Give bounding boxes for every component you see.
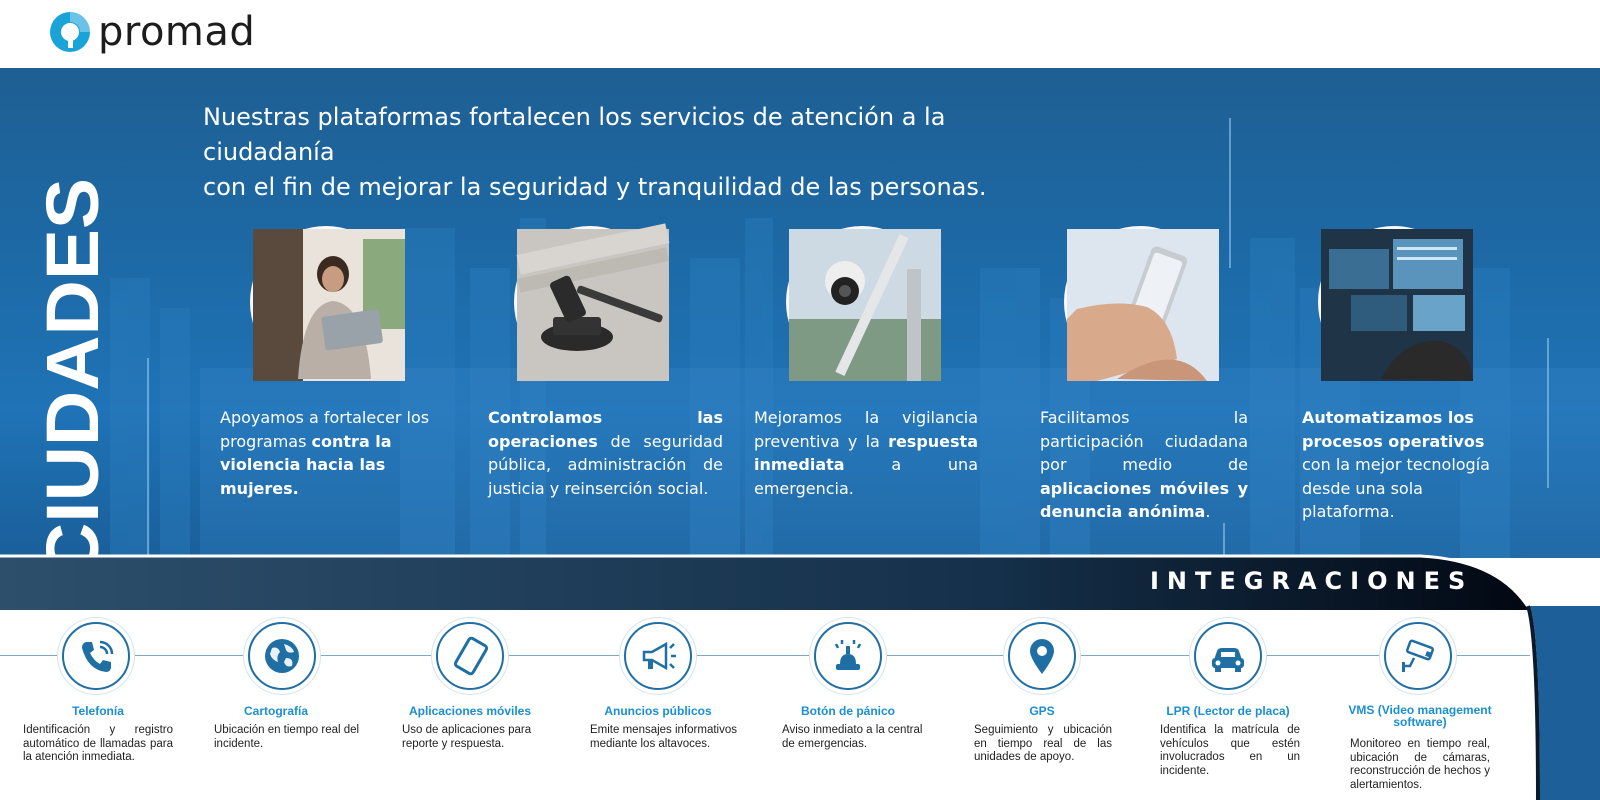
feature-text-2: Controlamos las operaciones de seguridad pública, administración de justicia y reinserción social. — [488, 408, 723, 498]
svg-text:CIUDADES: CIUDADES — [31, 191, 114, 578]
panic-button-icon — [814, 622, 882, 690]
integration-label: LPR (Lector de placa) — [1166, 704, 1290, 718]
integration-label: Cartografía — [243, 704, 308, 718]
integration-label: Anuncios públicos — [604, 704, 712, 718]
location-pin-icon — [1008, 622, 1076, 690]
phone-icon — [62, 622, 130, 690]
car-icon — [1194, 622, 1262, 690]
integration-description: Seguimiento y ubicación en tiempo real de las unidades de apoyo. — [974, 724, 1112, 763]
integration-description: Identificación y registro automático de llamadas para la atención inmediata. — [23, 724, 173, 763]
feature-violence-prevention — [220, 226, 460, 498]
integration-label: VMS (Video management software) — [1348, 703, 1492, 729]
feature-image-monitoring-screens — [1318, 226, 1470, 378]
cctv-camera-icon — [1384, 622, 1452, 690]
promad-logo-icon — [48, 10, 92, 54]
promad-logo[interactable] — [48, 10, 255, 54]
feature-image-security-camera — [786, 226, 938, 378]
hero-section — [0, 68, 1600, 578]
feature-surveillance — [754, 226, 994, 498]
brand-name: promad — [98, 9, 256, 55]
feature-image-woman-laptop — [250, 226, 402, 378]
integration-label: Botón de pánico — [801, 704, 895, 718]
vertical-title — [31, 158, 114, 578]
megaphone-icon — [624, 622, 692, 690]
feature-text-1: Apoyamos a fortalecer los programas contra la violencia hacia las mujeres. — [220, 408, 430, 498]
integration-description: Aviso inmediato a la central de emergencias. — [782, 724, 923, 750]
feature-image-gavel — [514, 226, 666, 378]
integration-description: Ubicación en tiempo real del incidente. — [214, 724, 360, 750]
feature-image-phone-hand — [1064, 226, 1216, 378]
headline-line-2: con el fin de mejorar la seguridad y tranquilidad de las personas. — [203, 173, 987, 201]
feature-text-4: Facilitamos la participación ciudadana por medio de aplicaciones móviles y denuncia anónima. — [1040, 408, 1248, 521]
integrations-title: INTEGRACIONES — [1150, 567, 1474, 595]
feature-citizen-participation — [1040, 226, 1280, 521]
headline-line-1: Nuestras plataformas fortalecen los servicios de atención a la ciudadanía — [203, 103, 946, 166]
integration-label: Aplicaciones móviles — [408, 704, 532, 718]
feature-automation — [1302, 226, 1542, 521]
integrations-timeline — [0, 655, 1530, 656]
integration-description: Uso de aplicaciones para reporte y respuesta. — [402, 724, 532, 750]
globe-icon — [248, 622, 316, 690]
integration-description: Identifica la matrícula de vehículos que estén involucrados en un incidente. — [1160, 724, 1300, 777]
integration-description: Monitoreo en tiempo real, ubicación de cámaras, reconstrucción de hechos y alertamientos. — [1350, 738, 1490, 791]
integration-label: Telefonía — [72, 704, 124, 718]
feature-justice — [488, 226, 728, 498]
integration-description: Emite mensajes informativos mediante los altavoces. — [590, 724, 737, 750]
hero-headline — [203, 100, 1063, 205]
mobile-device-icon — [436, 622, 504, 690]
feature-text-3: Mejoramos la vigilancia preventiva y la respuesta inmediata a una emergencia. — [754, 408, 978, 498]
integration-label: GPS — [1029, 704, 1055, 718]
header — [0, 0, 1600, 68]
feature-text-5: Automatizamos los procesos operativos con la mejor tecnología desde una sola plataforma. — [1302, 408, 1490, 521]
